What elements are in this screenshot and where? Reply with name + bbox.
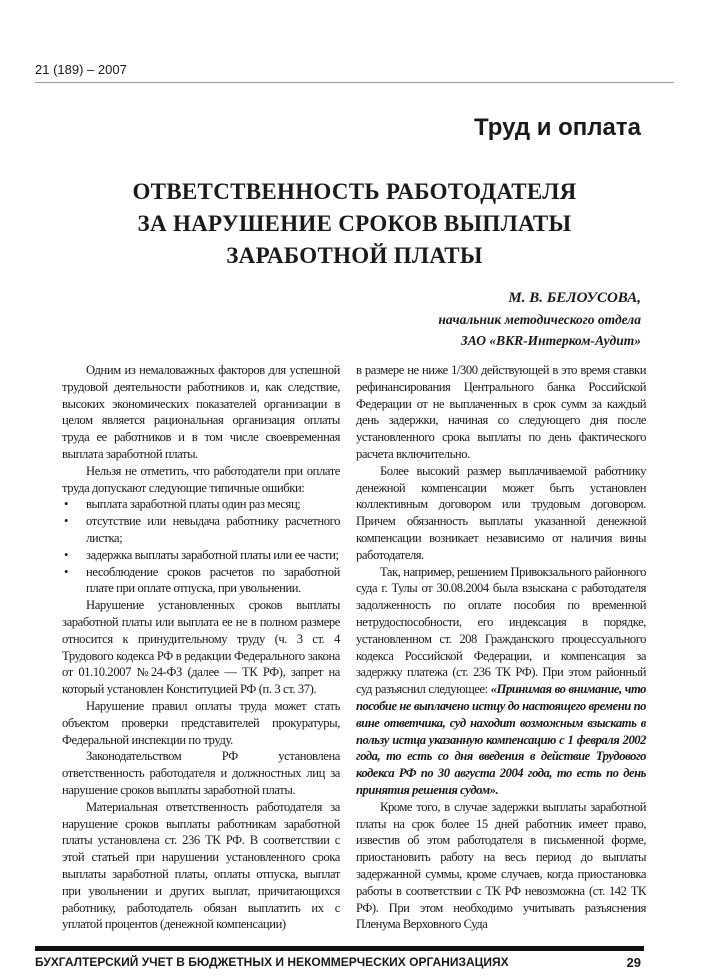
title-line: ЗА НАРУШЕНИЕ СРОКОВ ВЫПЛАТЫ [137,211,572,236]
paragraph: Материальная ответственность работодателя за нарушение сроков выплаты работникам заработной платы установлена ст. 236 ТК РФ. В соответствии с этой статьей при нарушении установленного срока выплаты заработной платы, оплаты отпуска, выплат при увольнении и других выплат, причитающихся работнику, работодатель обязан выплатить их с уплатой процентов (денежной компенсации) [62,799,340,932]
paragraph-text: Так, например, решением Привокзального районного суда г. Тулы от 30.08.2004 была взыскана с работодателя задолженность по оплате пособия по временной нетрудоспособности, его индексация в порядке, установленном ст. 208 Гражданского процессуального кодекса Российской Федерации, и компенсация за задержку платежа (ст. 236 ТК РФ). При этом районный суд разъяснил следующее: [356,564,646,697]
paragraph: Нарушение установленных сроков выплаты заработной платы или выплата ее не в полном размере относится к принудительному труду (ч. 3 ст. 4 Трудового кодекса РФ в редакции Федерального закона от 01.10.2007 №24-ФЗ (далее — ТК РФ), запрет на который установлен Конституцией РФ (п. 3 ст. 37). [62,598,340,697]
list-item: • несоблюдение сроков расчетов по заработной плате при оплате отпуска, при увольнении. [62,564,340,598]
list-item: • выплата заработной платы один раз месяц; [62,496,340,513]
paragraph: Нарушение правил оплаты труда может стать объектом проверки представителей прокуратуры, Федеральной инспекции по труду. [62,698,340,747]
paragraph: Кроме того, в случае задержки выплаты заработной платы на срок более 15 дней работник имеет право, известив об этом работодателя в письменной форме, приостановить работу на весь период до выплаты задержанной суммы, кроме случаев, когда приостановка работы в соответствии с ТК РФ невозможна (ст. 142 ТК РФ). При этом необходимо учитывать разъяснения Пленума Верховного Суда [356,799,646,932]
author-name: М. В. БЕЛОУСОВА, [508,290,641,306]
list-item: • отсутствие или невыдача работнику расчетного листка; [62,513,340,547]
author-position: начальник методического отдела [438,312,641,327]
journal-name: БУХГАЛТЕРСКИЙ УЧЕТ В БЮДЖЕТНЫХ И НЕКОММЕРЧЕСКИХ ОРГАНИЗАЦИЯХ [35,955,509,969]
court-quote: «Принимая во внимание, что пособие не выплачено истцу до настоящего времени по вине ответчика, суд находит возможным взыскать в пользу истца указанную компенсацию с 1 февраля 2002 года, то есть со дня введения в действие Трудового кодекса РФ по 30 августа 2004 года, то есть по день принятия решения судом». [356,682,646,797]
paragraph [356,564,646,799]
author-company: ЗАО «BKR-Интерком-Аудит» [460,333,641,348]
error-list [62,496,340,597]
paragraph: Одним из немаловажных факторов для успешной трудовой деятельности работников и, как следствие, высоких экономических показателей организации в целом является рациональная организация оплаты труда ее работников и в том числе своевременная выплата заработной платы. [62,363,340,461]
paragraph: в размере не ниже 1/300 действующей в это время ставки рефинансирования Центрального банка Российской Федерации от не выплаченных в срок сумм за каждый день задержки, начиная со следующего дня после установленного срока выплаты по день фактического расчета включительно. [356,363,646,461]
footer-rule [35,946,644,951]
article-title [60,176,649,272]
section-title: Труд и оплата [473,114,641,141]
paragraph: Нельзя не отметить, что работодатели при оплате труда допускают следующие типичные ошибки: [62,463,340,495]
page-number: 29 [626,955,641,970]
paragraph: Законодательством РФ установлена ответственность работодателя и должностных лиц за нарушение сроков выплаты заработной платы. [62,749,340,797]
column-right [356,362,646,933]
paragraph: Более высокий размер выплачиваемой работнику денежной компенсации может быть установлен коллективным договором или трудовым договором. Причем обязанность выплаты указанной денежной компенсации возникает независимо от наличия вины работодателя. [356,463,646,562]
title-line: ОТВЕТСТВЕННОСТЬ РАБОТОДАТЕЛЯ [132,179,577,204]
title-line: ЗАРАБОТНОЙ ПЛАТЫ [226,243,483,268]
column-left [62,362,340,933]
author-block [438,288,641,351]
header-rule [35,82,674,83]
list-item: • задержка выплаты заработной платы или ее части; [62,547,340,564]
issue-number: 21 (189) – 2007 [35,62,127,77]
